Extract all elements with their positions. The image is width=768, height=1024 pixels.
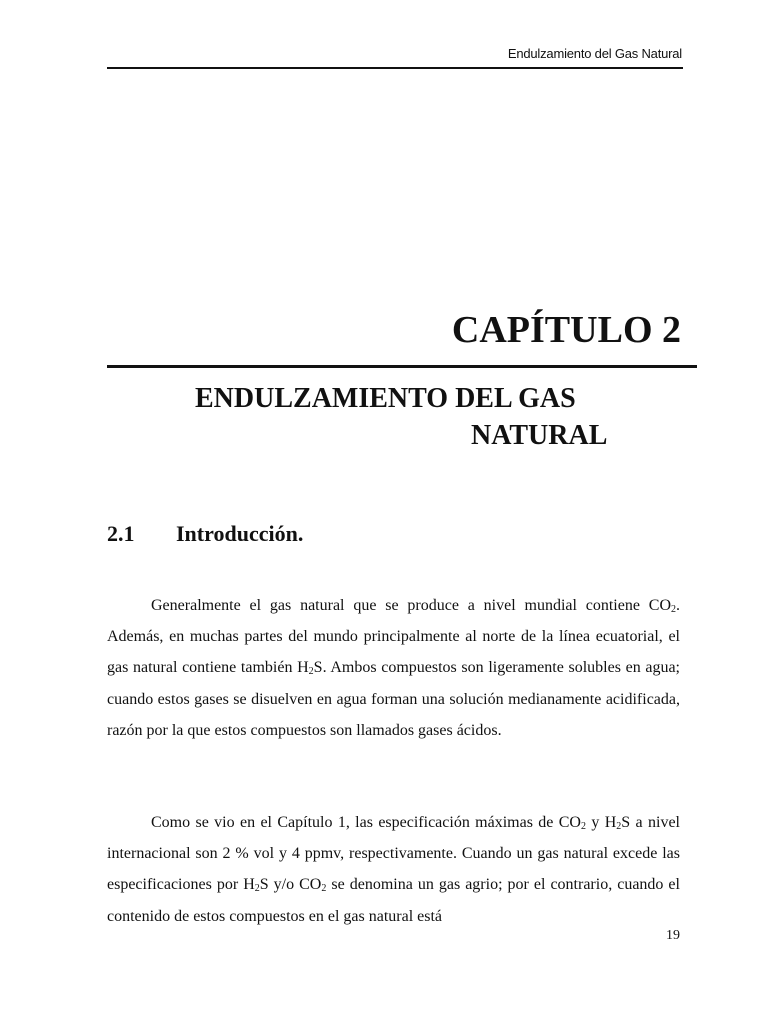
text-run: Generalmente el gas natural que se produce a nivel mundial contiene CO xyxy=(151,597,671,614)
chapter-title xyxy=(107,380,697,454)
text-run: Como se vio en el Capítulo 1, las especificación máximas de CO xyxy=(151,814,581,831)
paragraph-2 xyxy=(107,807,680,932)
section-title: Introducción. xyxy=(176,521,304,546)
subscript: 2 xyxy=(616,821,622,832)
text-run: . Además, en muchas partes del mundo principalmente al norte de la línea ecuatorial, el gas natural contiene también H xyxy=(107,597,680,677)
running-header: Endulzamiento del Gas Natural xyxy=(507,46,682,61)
subscript: 2 xyxy=(581,821,586,832)
header-rule xyxy=(107,67,683,69)
chapter-number: CAPÍTULO 2 xyxy=(451,309,681,351)
paragraph-1 xyxy=(107,590,680,746)
text-run: y H xyxy=(586,814,617,831)
page-number: 19 xyxy=(666,928,680,943)
chapter-rule xyxy=(107,365,697,368)
chapter-title-line-1: ENDULZAMIENTO DEL GAS xyxy=(195,383,576,414)
text-run: se denomina un gas agrio; por el contrario, cuando el contenido de estos compuestos en el gas natural está xyxy=(107,876,680,925)
chapter-title-line-2: NATURAL xyxy=(471,420,608,451)
text-run: S. Ambos compuestos son ligeramente solubles en agua; cuando estos gases se disuelven en agua forman una solución medianamente acidificada, razón por la que estos compuestos son llamados gases ácidos. xyxy=(107,659,680,739)
subscript: 2 xyxy=(671,604,676,615)
subscript: 2 xyxy=(308,666,314,678)
section-number: 2.1 xyxy=(107,521,135,546)
subscript: 2 xyxy=(254,883,260,895)
section-heading xyxy=(107,518,697,550)
text-run: S y/o CO xyxy=(259,876,322,894)
text-run: S a nivel internacional son 2 % vol y 4 ppmv, respectivamente. Cuando un gas natural excede las especificaciones por H xyxy=(107,814,680,894)
subscript: 2 xyxy=(321,883,327,895)
